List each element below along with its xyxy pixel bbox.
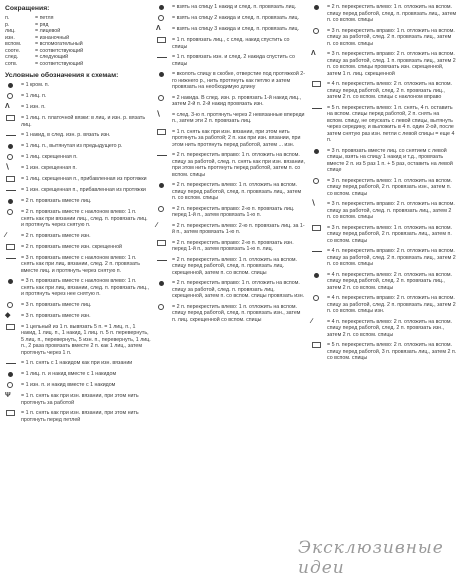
legend-entry-text: = 3 п. перекрестить вправо: 1 п. отложить на вспом. спицу за работой, след. 2 п. провязать лиц., затем п. со вспом. спицы <box>327 27 455 47</box>
legend-entry <box>156 257 306 277</box>
cross-left-2b-icon <box>311 4 325 11</box>
column-middle <box>156 4 306 327</box>
legend-entry-text: = 1 изн. скрещенная п., прибавленная из протяжки <box>21 187 146 193</box>
legend-entry <box>156 95 306 108</box>
cross-right-4-icon <box>311 248 325 255</box>
abbreviation-value: = соответствующий <box>35 47 84 54</box>
legend-entry <box>5 132 151 139</box>
legend-entry <box>5 198 151 205</box>
yarn-over-icon <box>5 132 19 139</box>
bobble-icon <box>156 95 170 102</box>
twisted-purl-icon: ∖ <box>5 164 10 171</box>
cross-left-4-icon <box>311 81 325 88</box>
abbreviation-key: лиц. <box>5 28 16 34</box>
column-right <box>311 4 457 366</box>
legend-entry-text: = 2 п. перекрестить вправо: 2-ю п. провязать лиц. перед 1-й п., затем провязать 1-ю п. <box>172 205 295 218</box>
legend-entry <box>5 115 151 128</box>
legend-entry <box>5 278 151 298</box>
slip-knit-icon: Ψ <box>5 392 11 399</box>
legend-entry <box>5 371 151 378</box>
legend-entry <box>311 272 457 292</box>
legend-entry-text: = 2 п. перекрестить вправо: 1 п. отложить на вспом. спицу за работой, след. п. провязать лиц. скрещенной, затем п. со вспом. спицы провязать изн. <box>172 280 305 299</box>
legend-entry-text: = 1 цельный из 1 п. вывязать 5 п. = 1 лиц. п., 1 накид, 1 лиц. п., 1 накид, 1 лиц. п. 5 п. перевернуть, 5 лиц. п., перевернуть, 5 изн. п., перевернуть, 1 лиц. п., 2 раза провязать вместе 2 п. как 1 лиц., затем протянуть через 1 п. <box>21 323 151 356</box>
legend-list-left <box>5 82 151 423</box>
legend-entry <box>5 393 151 406</box>
cross-left-3b-icon <box>311 225 325 232</box>
legend-entry <box>311 201 457 221</box>
edge-stitch-icon <box>5 82 19 89</box>
abbreviation-row <box>5 61 151 68</box>
cross-5-icon <box>311 105 325 112</box>
yo-pass-icon <box>156 4 170 11</box>
legend-entry <box>5 324 151 357</box>
legend-entry-text: = 1 п. провязать изн. и след. 2 накида спустить со спицы <box>172 54 295 67</box>
legend-entry-text: = взять на спицу 2 накида и след. п. провязать лиц. <box>172 15 300 21</box>
legend-entry <box>5 313 151 320</box>
legend-entry-text: = след. 3-ю п. протянуть через 2 невязанные впереди п., затем эти 2 п. провязать лиц. <box>172 111 305 124</box>
legend-entry <box>311 178 457 198</box>
legend-entry <box>156 37 306 50</box>
legend-entry-text: = 2 п. провязать вместе с наклоном влево: 1 п. снять как при вязании лиц., след. п. провязать лиц. и протянуть через снятую п. <box>21 209 148 228</box>
legend-entry-text: = 3 п. перекрестить вправо: 2 п. отложить на вспом. спицу за работой, след. 1 п. провязать лиц., затем 2 п. со вспом. спицы провязать изн. скрещенной, затем 1 п. лиц. скрещенной <box>327 51 456 77</box>
s2kp-icon <box>5 278 19 285</box>
legend-entry-text: = 1 лиц. скрещенная п., прибавленная из протяжки <box>21 176 147 182</box>
cross-right-3b-icon: Λ <box>311 50 316 57</box>
yo2-icon <box>156 15 170 22</box>
legend-entry <box>5 104 151 111</box>
legend-entry-text: = вколоть спицу в скобке, отверстие под протяжкой 2-го нижнего р., нить протянуть как петлю и затем провязать на необходимую длину <box>172 71 305 90</box>
abbreviation-key: р. <box>5 21 10 28</box>
legend-entry <box>5 93 151 100</box>
k2tog-icon <box>5 198 19 205</box>
pulled-stitch-icon <box>5 143 19 150</box>
knit-yo-icon <box>5 371 19 378</box>
legend-entry-text: = 1 п. снять как при изн. вязании, при этом нить протянуть за работой; 2 п. как при изн. вязании, при этом нить протянуть перед работой, затем ... изн. <box>172 128 301 148</box>
drop-yo2-icon <box>156 54 170 61</box>
drop-yo-icon <box>156 37 170 44</box>
legend-entry-text: = 4 п. перекрестить влево: 2 п. отложить на вспом. спицу перед работой, след. 2 п. провязать изн., затем 2 п. со вспом. спицы <box>327 318 453 338</box>
legend-entry-text: = 3 п. перекрестить влево: 1 п. отложить на вспом. спицу перед работой, 2 п. провязать изн., затем п. со вспом. спицы <box>327 177 453 197</box>
legend-entry-text: = 2 п. провязать вместе лиц. <box>21 198 92 204</box>
watermark-text: Эксклюзивные идеи <box>298 538 444 578</box>
abbreviation-value: = изнаночный <box>35 34 70 41</box>
cross-left-5-icon <box>311 342 325 349</box>
legend-entry <box>5 410 151 423</box>
cross-right-3-icon <box>311 28 325 35</box>
legend-entry-text: = 1 п. снять с 1 накидом как при изн. вязании <box>21 360 133 366</box>
legend-entry-text: = 1 п. снять как при изн. вязании, при этом нить протянуть за работой <box>21 393 139 406</box>
legend-entry <box>156 182 306 202</box>
legend-entry-text: = 1 накид, в след. изн. р. вязать изн. <box>21 132 111 138</box>
legend-entry <box>5 360 151 367</box>
legend-entry <box>311 295 457 315</box>
legend-entry <box>5 244 151 251</box>
abbreviation-value: = вспомогательный <box>35 41 83 47</box>
legend-entry-text: = 4 п. перекрестить вправо: 2 п. отложить на вспом. спицу за работой, след. 2 п. провязать лиц., затем 2 п. со вспом. спицы изн. <box>327 295 456 314</box>
legend-entry <box>311 28 457 48</box>
legend-entry-text: = 1 изн. скрещенная п. <box>21 165 77 171</box>
legend-entry-text: = 3 п. перекрестить влево: 1 п. отложить на вспом. спицу перед работой, 2 п. провязать лиц., затем п. со вспом. спицы <box>327 224 453 244</box>
legend-entry <box>311 342 457 362</box>
legend-list-middle <box>156 4 306 323</box>
legend-entry <box>156 304 306 324</box>
legend-entry <box>156 223 306 236</box>
abbreviation-key: след. <box>5 54 19 60</box>
legend-entry <box>311 51 457 77</box>
p2tog-tbl-icon <box>5 244 19 251</box>
abbreviation-key: сотв. <box>5 60 18 67</box>
abbreviation-value: = лицевой <box>35 28 61 34</box>
legend-entry-text: = 3 п. провязать вместе лиц. со снятием с левой спицы, взять на спицу 1 накид и т.д., провязать вместе 2 п. из 5 раз 1 п. + 5 раз, оставить на левой спице <box>327 147 453 173</box>
cross-left-4b-icon <box>311 272 325 279</box>
legend-entry-text: = 1 лиц. скрещенная п. <box>21 154 78 160</box>
legend-entry-text: = 2 п. перекрестить влево: 1 п. отложить на вспом. спицу перед работой, след. п. провязать изн., затем п. лиц. скрещенной со вспом. спицы <box>172 303 301 323</box>
legend-title: Условные обозначения к схемам: <box>5 72 119 79</box>
legend-entry-text: = 3 п. провязать вместе с наклоном влево: 1 п. снять как при лиц. вязании, след. 2 п. провязать вместе лиц. и протянуть через снятую п. <box>21 254 140 274</box>
abbreviation-key: сооте. <box>5 47 21 54</box>
knit-stitch-icon <box>5 93 19 100</box>
legend-entry <box>5 233 151 240</box>
elongated-icon <box>156 71 170 78</box>
slip-front-icon <box>5 410 19 417</box>
legend-entry-text: = 1 изн. п. <box>21 104 46 110</box>
legend-entry-text: = 5 п. перекрестить влево: 2 п. отложить на вспом. спицу перед работой, 3 п. провязать лиц., затем 2 п. со вспом. спицы <box>327 342 457 361</box>
legend-entry <box>5 187 151 194</box>
legend-entry <box>156 15 306 22</box>
abbreviation-key: вспом. <box>5 41 22 47</box>
legend-entry <box>311 148 457 174</box>
column-left <box>5 4 151 427</box>
cross-3-icon: ∖ <box>156 110 161 118</box>
legend-entry-text: = 2 п. провязать вместе изн. <box>21 232 91 239</box>
legend-entry <box>311 81 457 101</box>
legend-entry <box>156 240 306 253</box>
cross-right-3c-icon: ∖ <box>311 200 316 207</box>
sk2p-icon <box>5 255 19 262</box>
abbreviations-title: Сокращения: <box>5 5 50 12</box>
cross-2-purl-icon <box>156 240 170 247</box>
legend-entry-text: = 2 п. перекрестить влево: 1 п. отложить на вспом. спицу перед работой, след. п. провязать лиц., затем п. со вспом. спицы <box>327 4 457 23</box>
cross-right-purl-icon <box>156 280 170 287</box>
abbreviation-value: = ряд <box>35 21 49 28</box>
legend-entry <box>156 54 306 67</box>
cross-left-3-icon <box>311 178 325 185</box>
legend-entry <box>5 302 151 309</box>
legend-entry <box>311 248 457 268</box>
abbreviation-value: = соответствующий <box>35 60 84 67</box>
garter-stitch-icon <box>5 115 19 122</box>
cross-2-left-twist-icon: ∕ <box>156 221 158 229</box>
legend-entry-text: = 1 п. снять как при изн. вязании, при этом нить протянуть перед петлей <box>21 410 139 423</box>
legend-entry <box>156 26 306 33</box>
cross-right-4b-icon <box>311 295 325 302</box>
legend-entry-text: = 4 п. перекрестить вправо: 2 п. отложить на вспом. спицу за работой, след. 2 п. провязать лиц., затем 2 п. со вспом. спицы <box>327 248 456 267</box>
legend-entry <box>5 255 151 275</box>
legend-entry-text: = взять на спицу 3 накида и след. п. провязать лиц. <box>172 26 300 32</box>
legend-entry <box>311 4 457 24</box>
added-purl-icon <box>5 187 19 194</box>
legend-entry-text: = 2 п. перекрестить вправо: 2-ю п. провязать изн. перед 1-й п., затем провязать 1-ю п. лиц. <box>172 239 294 252</box>
legend-entry-text: = 3 п. провязать вместе с наклоном влево: 1 п. снять как при лиц. вязании, след. п. провязать лиц., и протянуть через нее снятую п. <box>21 278 150 297</box>
legend-entry-text: = 1 кром. п. <box>21 82 50 88</box>
cross-left-tw-icon <box>156 304 170 311</box>
legend-entry <box>5 82 151 89</box>
abbreviation-value: = следующий <box>35 54 69 60</box>
legend-entry-text: = 4 п. перекрестить влево: 2 п. отложить на вспом. спицу перед работой, след. 2 п. провязать лиц., затем 2 п. со вспом. спицы с наклоном вправо <box>327 81 453 100</box>
legend-entry <box>311 225 457 245</box>
legend-entry-text: = 5 п. перекрестить влево: 1 п. снять, 4 п. оставить на вспом. спицы перед работой, 2 п. снять на вспом. спицу, не опускать с левой спицы, вытянуть через середину, и выложить в 4 п. один 2-ой, после затем снятую раз изн. петли с левой спицы = еще 4 п. <box>327 104 455 143</box>
legend-entry <box>5 176 151 183</box>
yo3-icon: Λ <box>156 25 161 32</box>
legend-entry-text: = 1 п. провязать лиц., с след. накид спустить со спицы <box>172 37 290 50</box>
legend-entry <box>5 154 151 161</box>
cross-right-2-icon <box>156 152 170 159</box>
legend-entry-text: = 1 лиц. п. платочной вязки: в лиц. и изн. р. вязать лиц. <box>21 115 146 128</box>
increase-5-icon <box>5 324 19 331</box>
abbreviation-value: = петля <box>35 15 54 21</box>
abbreviation-key: п. <box>5 15 10 21</box>
legend-entry-text: = 2 п. перекрестить вправо: 1 п. отложить на вспом. спицу за работой, след. п. снять как при изн. вязании, при этом нить протянуть перед работой, затем п. со вспом. спицы <box>172 152 305 178</box>
slip-purl-icon <box>5 360 19 367</box>
twist-3-icon <box>311 148 325 155</box>
legend-entry <box>156 4 306 11</box>
legend-entry-text: = 2 п. перекрестить влево: 1 п. отложить на вспом. спицу перед работой, след. п. провязать лиц., затем п. со вспом. спицы <box>172 182 302 201</box>
legend-entry-text: = 2 п. перекрестить влево: 1 п. отложить на вспом. спицу перед работой, след. п. провязать лиц. скрещенной, затем п. со вспом. спицы <box>172 256 298 276</box>
legend-entry <box>156 152 306 178</box>
legend-entry-text: = 1 лиц. п., вытянутая из предыдущего р. <box>21 143 123 149</box>
slip-wrap-icon <box>156 129 170 136</box>
abbreviation-key: изн. <box>5 34 15 41</box>
legend-entry-text: = 3 п. провязать вместе изн. <box>21 312 91 319</box>
legend-entry <box>311 105 457 144</box>
legend-entry <box>5 143 151 150</box>
legend-entry <box>156 112 306 125</box>
p2tog-icon: ∕ <box>5 231 7 239</box>
legend-entry-text: = 1 лиц. п. и накид вместе с 1 накидом <box>21 371 117 377</box>
twisted-knit-icon <box>5 154 19 161</box>
legend-entry-text: = 2 п. провязать вместе изн. скрещенной <box>21 243 122 250</box>
added-knit-icon <box>5 176 19 183</box>
legend-entry <box>156 206 306 219</box>
abbreviations-list <box>5 15 151 67</box>
cross-left-4c-icon: ∕ <box>311 317 313 325</box>
purl-stitch-icon: Λ <box>5 103 10 110</box>
legend-entry <box>5 382 151 389</box>
legend-entry-text: = взять на спицу 1 накид и след. п. провязать лиц. <box>172 4 297 10</box>
legend-entry <box>156 280 306 300</box>
cross-left-purl-icon <box>156 257 170 264</box>
legend-entry <box>156 129 306 149</box>
legend-entry <box>5 209 151 229</box>
legend-entry-text: = 2 п. перекрестить влево: 2-ю п. провязать лиц. за 1-й п., затем провязать 1-ю п. <box>172 222 305 235</box>
ssk-icon <box>5 209 19 216</box>
legend-entry-text: = 4 п. перекрестить влево: 2 п. отложить на вспом. спицу перед работой, след. 2 п. провязать лиц., затем 2 п. со вспом. спицы <box>327 271 453 291</box>
cross-2-twist-icon <box>156 206 170 213</box>
legend-entry-text: = 1 лиц. п. <box>21 93 47 99</box>
legend-entry <box>156 71 306 91</box>
legend-list-right <box>311 4 457 362</box>
legend-entry-text: = 3 п. провязать вместе лиц. <box>21 301 92 308</box>
purl-yo-icon <box>5 382 19 389</box>
legend-entry <box>5 165 151 172</box>
legend-entry-text: = 3 п. перекрестить вправо: 2 п. отложить на вспом. спицу за работой, след. п. провязать лиц., затем 2 п. со вспом. спицы <box>327 201 455 220</box>
cross-left-2-icon <box>156 182 170 189</box>
k3tog-icon <box>5 302 19 309</box>
p3tog-icon: ◆ <box>5 311 11 319</box>
legend-entry-text: = 1 изн. п. и накид вместе с 1 накидом <box>21 382 116 388</box>
legend-entry <box>311 319 457 339</box>
legend-entry-text: = 2 накида. В след. изн. р. провязать 1-й накид лиц., затем 2-й п. 2-й накид провязать изн. <box>172 94 302 107</box>
